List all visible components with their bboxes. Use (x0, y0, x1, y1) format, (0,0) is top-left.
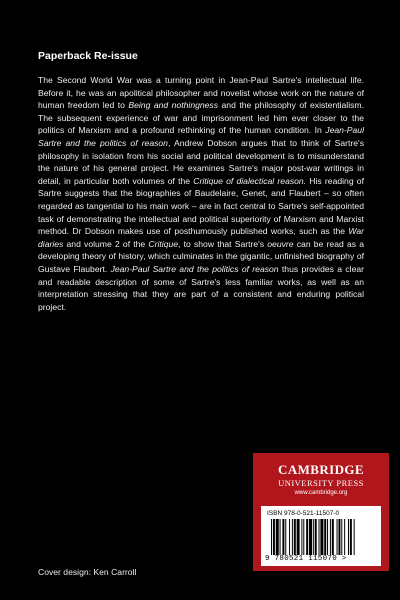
isbn-label: ISBN 978-0-521-11507-0 (267, 510, 340, 517)
blurb-segment: and volume 2 of the (63, 238, 149, 249)
blurb-segment: can be read as a developing theory of history, which culminates in the gigantic, unfinished biography of Gustave Flaubert. (38, 238, 364, 274)
publisher-url: www.cambridge.org (294, 490, 348, 496)
book-title-politics-of-reason-2: Jean-Paul Sartre and the politics of reason (110, 263, 279, 274)
word-oeuvre: oeuvre (267, 238, 294, 249)
blurb-segment: , Andrew Dobson argues that to think of Sartre's philosophy in isolation from his social and political development is to misunderstand the nature of his general project. He examines Sartre's major post-war writings in detail, in particular both volumes of the (38, 137, 364, 186)
blurb-segment: , to show that Sartre's (178, 238, 268, 249)
blurb-text (38, 74, 364, 313)
blurb-segment: His reading of Sartre suggests that the biographies of Baudelaire, Genet, and Flaubert – so often regarded as tangential to his main work – are in fact central to Sartre's self-appointed task of demonstrating the intellectual and political superiority of Marxism and Marxist method. Dr Dobson makes use of posthumously published works, such as the (38, 175, 364, 237)
barcode-digits: 9 780521 115070 > (265, 555, 347, 563)
book-title-critique: Critique of dialectical reason. (193, 175, 307, 186)
blurb-paragraph (38, 74, 364, 313)
book-title-critique-short: Critique (148, 238, 179, 249)
isbn-box (261, 506, 381, 566)
publisher-block (253, 453, 389, 571)
book-title-politics-of-reason: Jean-Paul Sartre and the politics of reason (38, 125, 364, 148)
cover-credit: Cover design: Ken Carroll (38, 567, 137, 577)
page-heading: Paperback Re-issue (38, 50, 138, 62)
publisher-name: CAMBRIDGE (278, 462, 364, 477)
blurb-segment: and the philosophy of existentialism. The subsequent experience of war and imprisonment led him ever closer to the politics of Marxism and a profound rethinking of the human condition. In (38, 100, 364, 136)
book-title-war-diaries: War diaries (38, 226, 364, 249)
publisher-subtitle: UNIVERSITY PRESS (278, 478, 364, 488)
book-title-being-and-nothingness: Being and nothingness (128, 100, 219, 111)
blurb-segment: The Second World War was a turning point in Jean-Paul Sartre's intellectual life. Before it, he was an apolitical philosopher and novelist whose work on the nature of human freedom led to (38, 75, 364, 111)
barcode-icon (271, 519, 379, 555)
blurb-segment: thus provides a clear and readable description of some of Sartre's less familiar works, as well as an interpretation stressing that they are part of a consistent and enduring political project. (38, 263, 364, 312)
